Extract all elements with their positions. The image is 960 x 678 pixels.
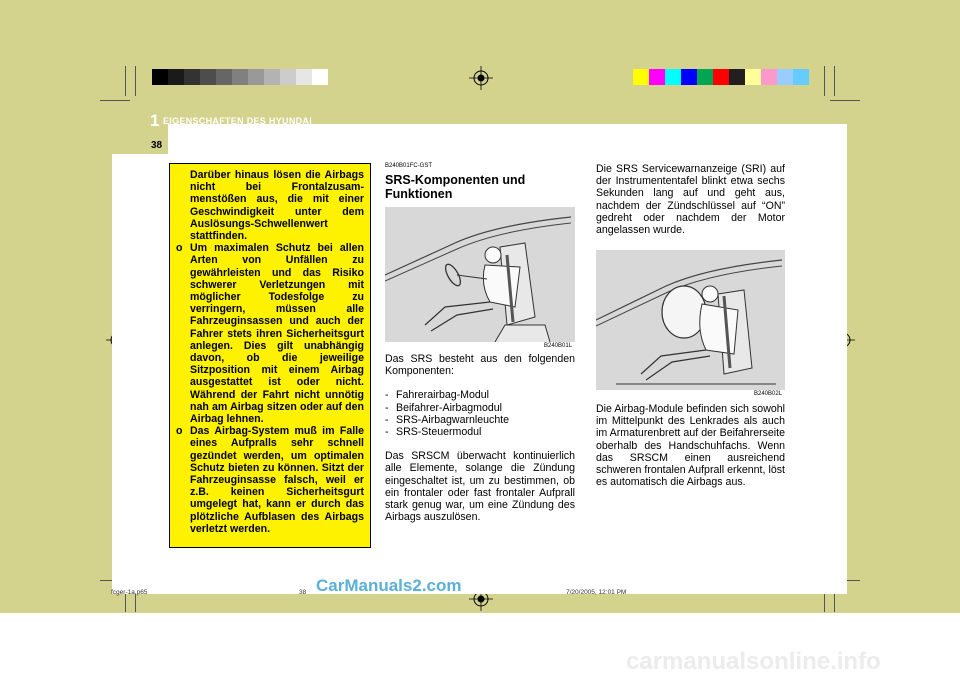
page-number: 38 — [151, 140, 163, 151]
warning-item-text: Um maximalen Schutz bei allen Arten von Unfällen zu gewährleisten und das Risiko schwerer Verletzungen mit möglicher Todesfolge zu verringern, müssen alle Fahrzeuginsassen und auch der Fahrer stets ihren Sicherheitsgurt anlegen. Dies gilt unabhängig davon, ob die jeweilige Sitzposition mit einem Airbag ausgestattet ist oder nicht. Während der Fahrt nicht unnötig nah am Airbag sitzen oder auf den Airbag lehnen. — [190, 242, 364, 426]
bullet: o — [176, 425, 183, 438]
color-swatch — [216, 69, 232, 85]
list-item-text: SRS-Airbagwarnleuchte — [396, 413, 510, 426]
color-swatch — [745, 69, 761, 85]
warning-box — [169, 163, 371, 548]
section-title-line: SRS-Komponenten und — [385, 173, 526, 187]
crop-mark — [824, 66, 825, 96]
column3-body: Die Airbag-Module befinden sich sowohl im Mittelpunkt des Lenkrades als auch im Armaturenbrett auf der Beifahrerseite oberhalb des Handschuhfachs. Wenn das SRSCM einen ausreichend schweren frontalen Aufprall erkennt, löst es automatisch die Airbags aus. — [596, 403, 785, 489]
color-swatch — [248, 69, 264, 85]
driver-seated-illustration — [385, 207, 575, 342]
section-body — [385, 353, 575, 523]
crop-mark — [135, 66, 136, 96]
color-swatch — [232, 69, 248, 85]
color-swatch — [168, 69, 184, 85]
warning-item — [176, 425, 364, 535]
warning-intro: Darüber hinaus lösen die Airbags nicht bei Frontalzusam-menstößen aus, die mit einer Geschwindigkeit unter dem Auslösungs-Schwellenwert stattfinden. — [190, 169, 364, 243]
paragraph: Das SRSCM überwacht kontinuierlich alle Elemente, solange die Zündung eingeschaltet ist, um zu bestimmen, ob ein frontaler oder fast frontaler Aufprall stark genug war, um eine Zündung des Airbags auszulösen. — [385, 450, 575, 524]
component-list — [385, 389, 575, 438]
figure-driver-airbag — [385, 207, 575, 342]
color-swatch — [633, 69, 649, 85]
color-swatch — [184, 69, 200, 85]
section-header — [385, 163, 575, 201]
list-dash: - — [385, 413, 389, 426]
list-item — [385, 426, 575, 438]
section-title-line: Funktionen — [385, 187, 453, 201]
color-swatch — [681, 69, 697, 85]
watermark-logo: CarManuals2.com — [316, 576, 462, 595]
footer-page: 38 — [299, 589, 307, 596]
color-swatch — [793, 69, 809, 85]
crop-mark — [125, 66, 126, 96]
list-dash: - — [385, 426, 389, 439]
color-swatch — [665, 69, 681, 85]
passenger-airbag-illustration — [596, 250, 785, 390]
color-swatch — [280, 69, 296, 85]
chapter-number: 1 — [150, 111, 160, 130]
list-item — [385, 414, 575, 426]
section-code: B240B01FC-GST — [385, 163, 433, 169]
bullet: o — [176, 242, 183, 255]
figure-code: B240B01L — [544, 343, 573, 349]
list-item — [385, 402, 575, 414]
color-swatch — [697, 69, 713, 85]
chapter-title: EIGENSCHAFTEN DES HYUNDAI — [163, 116, 313, 126]
color-swatch — [777, 69, 793, 85]
list-item-text: Fahrerairbag-Modul — [396, 389, 490, 402]
figure-passenger-airbag — [596, 250, 785, 390]
color-swatch — [312, 69, 328, 85]
crop-mark — [100, 100, 130, 101]
figure-code: B240B02L — [754, 391, 783, 397]
color-calibration-bar — [633, 69, 809, 85]
list-item-text: SRS-Steuermodul — [396, 426, 482, 439]
list-dash: - — [385, 389, 389, 402]
footer-file: fcger-1a.p65 — [111, 589, 148, 596]
watermark-site: carmanualsonline.info — [626, 648, 881, 675]
list-dash: - — [385, 401, 389, 414]
warning-item — [176, 242, 364, 425]
crop-mark — [830, 100, 860, 101]
warning-item-text: Das Airbag-System muß im Falle eines Aufpralls sehr schnell gezündet werden, um optimalen Schutz bieten zu können. Sitzt der Fahrzeuginsasse falsch, weil er z.B. keinen Sicherheitsgurt umgelegt hat, kann er durch das plötzliche Aufblasen des Airbags verletzt werden. — [190, 425, 364, 535]
column3-intro: Die SRS Servicewarnanzeige (SRI) auf der Instrumententafel blinkt etwa sechs Sekunden lang auf und geht aus, nachdem der Zündschlüssel auf “ON” gedreht oder nachdem der Motor angelassen wurde. — [596, 163, 785, 237]
list-item-text: Beifahrer-Airbagmodul — [396, 401, 502, 414]
color-swatch — [264, 69, 280, 85]
color-swatch — [761, 69, 777, 85]
color-swatch — [649, 69, 665, 85]
registration-mark-icon — [469, 66, 493, 90]
crop-mark — [834, 66, 835, 96]
gray-calibration-bar — [152, 69, 328, 85]
color-swatch — [713, 69, 729, 85]
list-item — [385, 389, 575, 401]
footer-datetime: 7/20/2005, 12:01 PM — [566, 589, 627, 596]
color-swatch — [296, 69, 312, 85]
color-swatch — [152, 69, 168, 85]
color-swatch — [729, 69, 745, 85]
paragraph: Das SRS besteht aus den folgenden Komponenten: — [385, 353, 575, 378]
section-title — [385, 173, 575, 201]
color-swatch — [200, 69, 216, 85]
